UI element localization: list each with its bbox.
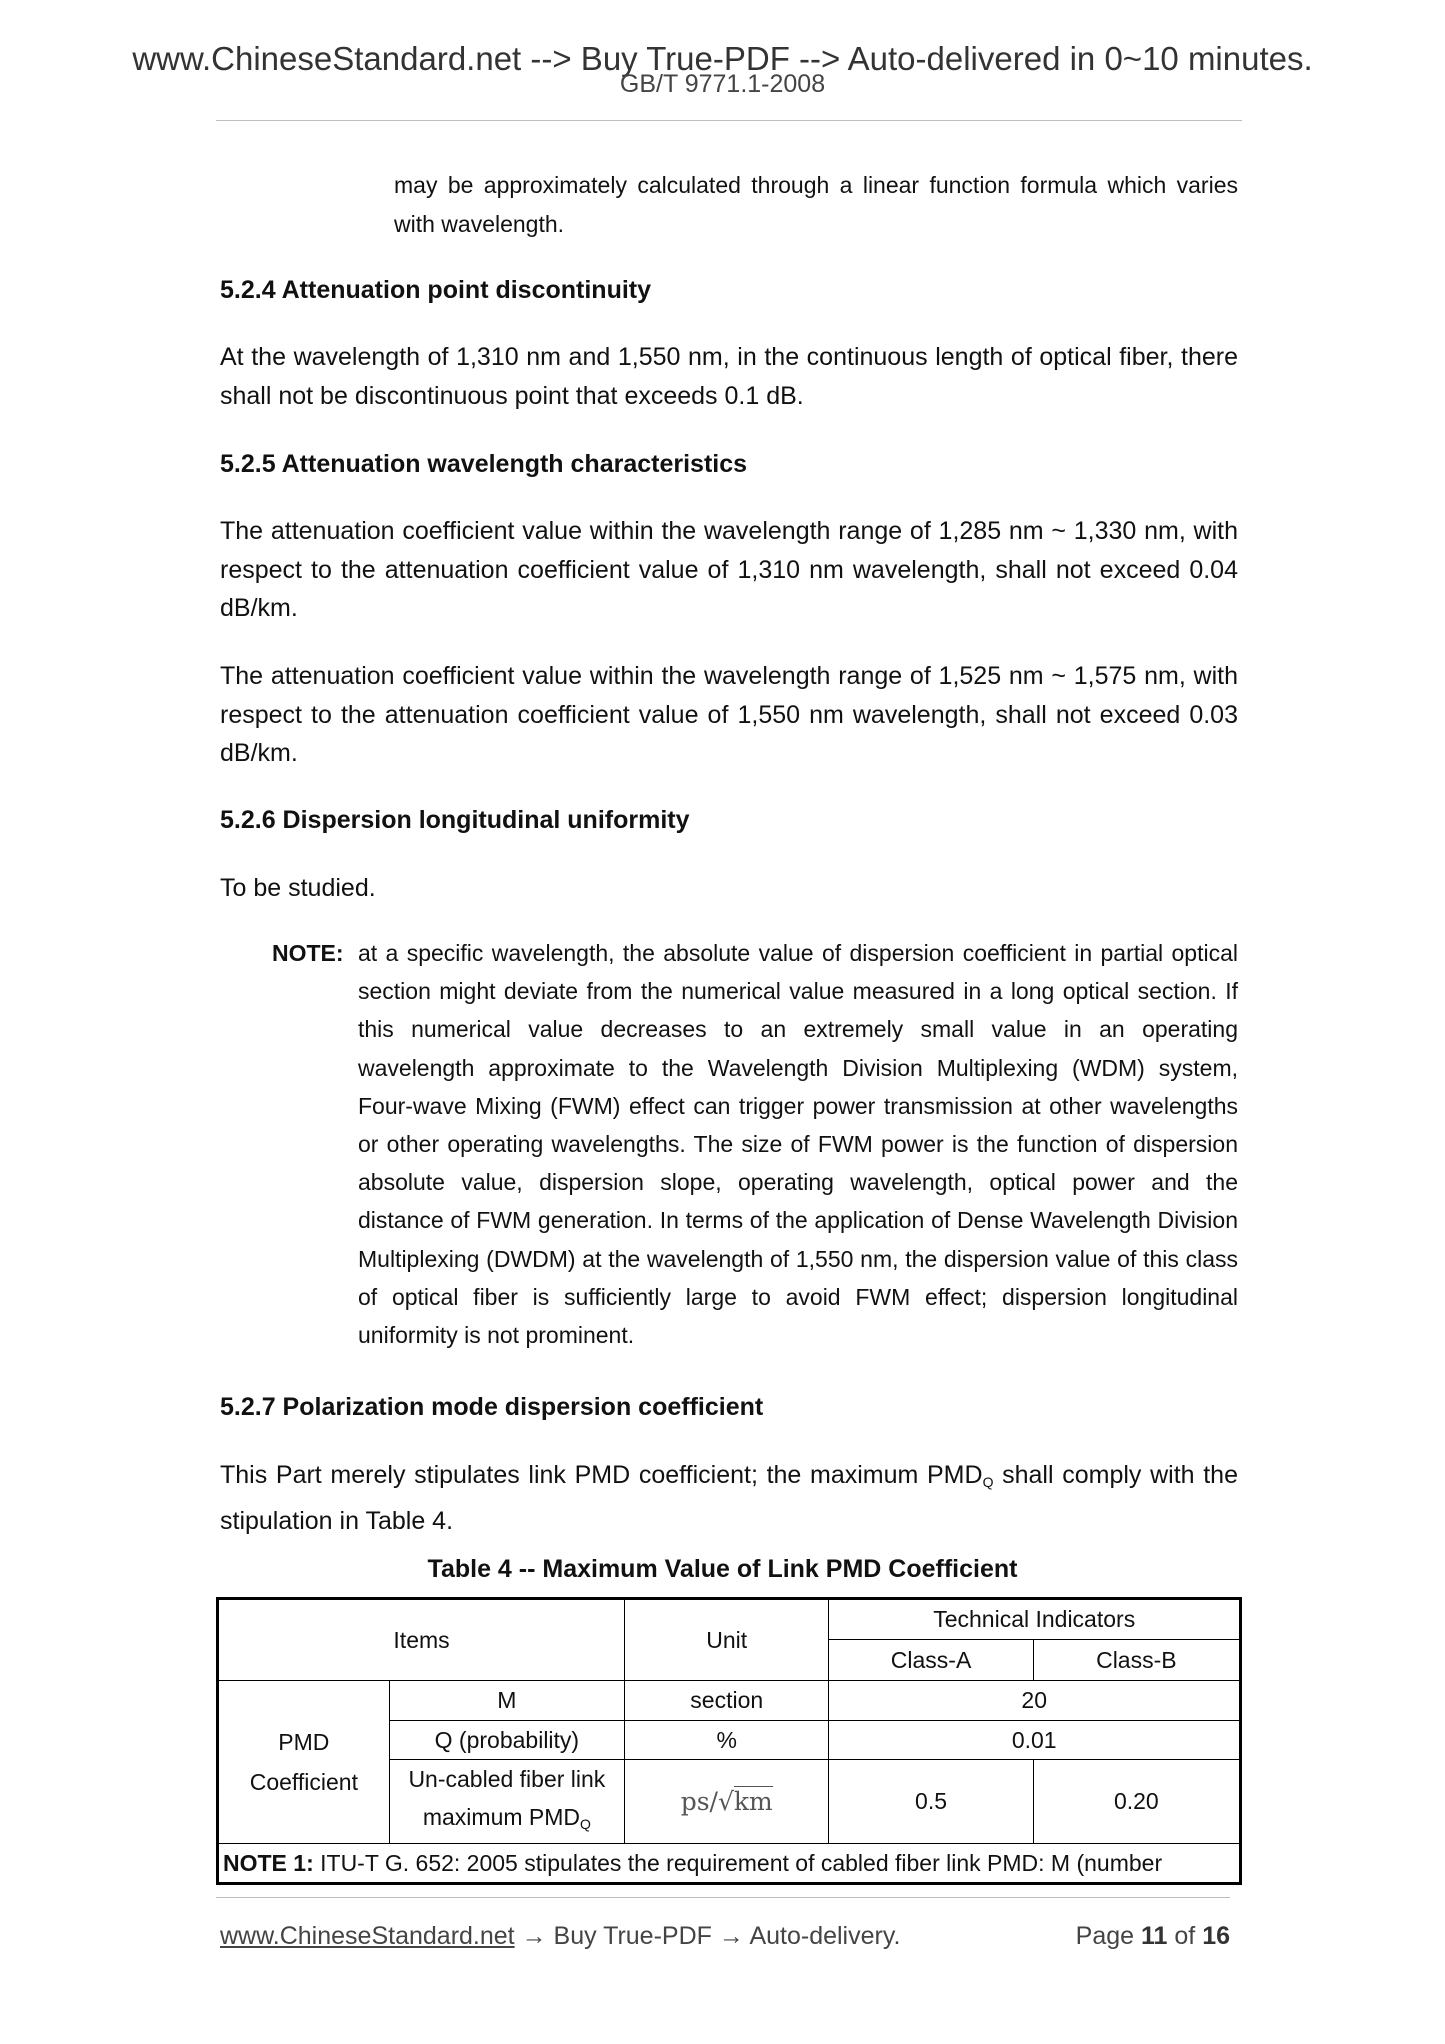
group-label-line-2: Coefficient	[249, 1769, 358, 1795]
header-class-a: Class-A	[829, 1640, 1033, 1681]
unit-formula	[681, 1786, 773, 1816]
arrow-right-icon: →	[718, 1922, 744, 1950]
pmd-coefficient-group	[218, 1681, 390, 1844]
table-caption: Table 4 -- Maximum Value of Link PMD Coefficient	[427, 1555, 1018, 1583]
cell-pmd-class-a: 0.5	[829, 1760, 1033, 1844]
page-number: 11	[1140, 1922, 1168, 1950]
heading-5-2-7: 5.2.7 Polarization mode dispersion coefficient	[220, 1393, 764, 1421]
paragraph-5-2-5-a: The attenuation coefficient value within the wavelength range of 1,285 nm ~ 1,330 nm, with respect to the attenuation coefficient value of 1,310 nm wavelength, shall not exceed 0.04 dB/km.	[220, 517, 1238, 622]
note-block	[272, 934, 1238, 1354]
heading-5-2-6: 5.2.6 Dispersion longitudinal uniformity	[220, 806, 690, 834]
cell-q-unit: %	[625, 1721, 829, 1760]
header-divider	[216, 120, 1242, 121]
cell-q-item: Q (probability)	[389, 1721, 624, 1760]
arrow-right-icon: →	[521, 1922, 547, 1950]
paragraph-5-2-7-part-a: This Part merely stipulates link PMD coefficient; the maximum PMD	[220, 1461, 983, 1489]
header-class-b: Class-B	[1033, 1640, 1240, 1681]
cell-pmd-unit	[625, 1760, 829, 1844]
cell-pmd-class-b: 0.20	[1033, 1760, 1240, 1844]
paragraph-5-2-7	[220, 1456, 1238, 1540]
pmd-subscript: Q	[982, 1474, 994, 1490]
footer-site-link[interactable]: www.ChineseStandard.net	[220, 1922, 515, 1950]
page-total: 16	[1202, 1922, 1230, 1950]
cell-m-item: M	[389, 1681, 624, 1721]
pmd-item-line-2	[390, 1798, 624, 1843]
table-row	[218, 1681, 1241, 1721]
header-unit: Unit	[625, 1599, 829, 1681]
footer-buy-text: Buy True-PDF	[553, 1922, 712, 1950]
sqrt-icon: √	[717, 1787, 734, 1816]
table-header-row-1	[218, 1599, 1241, 1640]
cell-m-unit: section	[625, 1681, 829, 1721]
of-label: of	[1174, 1922, 1196, 1950]
cell-q-value: 0.01	[829, 1721, 1241, 1760]
cell-m-value: 20	[829, 1681, 1241, 1721]
pmd-item-line-1: Un-cabled fiber link	[408, 1766, 606, 1792]
footer-divider	[216, 1897, 1230, 1898]
note1-text: ITU-T G. 652: 2005 stipulates the requirement of cabled fiber link PMD: M (number	[313, 1849, 1163, 1876]
unit-ps-text: ps/	[680, 1787, 718, 1816]
continuation-paragraph: may be approximately calculated through a linear function formula which varies with wavelength.	[394, 172, 1238, 237]
header-items: Items	[218, 1599, 625, 1681]
heading-5-2-5: 5.2.5 Attenuation wavelength characteristics	[220, 450, 748, 478]
pmd-item-subscript: Q	[580, 1816, 591, 1832]
pmd-table	[216, 1597, 1242, 1885]
standard-number: GB/T 9771.1-2008	[619, 70, 826, 98]
heading-5-2-4: 5.2.4 Attenuation point discontinuity	[220, 276, 652, 304]
paragraph-5-2-4: At the wavelength of 1,310 nm and 1,550 nm, in the continuous length of optical fiber, there shall not be discontinuous point that exceeds 0.1 dB.	[220, 343, 1238, 410]
table-note-row	[218, 1844, 1241, 1884]
header-technical-indicators: Technical Indicators	[829, 1599, 1241, 1640]
cell-pmd-item	[389, 1760, 624, 1844]
pmd-item-text: maximum PMD	[422, 1804, 581, 1830]
note-label: NOTE:	[272, 940, 344, 966]
note-text: at a specific wavelength, the absolute value of dispersion coefficient in partial optical section might deviate from the numerical value measured in a long optical section. If this numerical value decreases to an extremely small value in an operating wavelength approximate to the Wavelength Division Multiplexing (WDM) system, Four-wave Mixing (FWM) effect can trigger power transmission at other wavelengths or other operating wavelengths. The size of FWM power is the function of dispersion absolute value, dispersion slope, operating wavelength, optical power and the distance of FWM generation. In terms of the application of Dense Wavelength Division Multiplexing (DWDM) at the wavelength of 1,550 nm, the dispersion value of this class of optical fiber is sufficiently large to avoid FWM effect; dispersion longitudinal uniformity is not prominent.	[358, 940, 1238, 1349]
table-note-1	[218, 1844, 1241, 1884]
page-label: Page	[1075, 1922, 1135, 1950]
paragraph-5-2-6: To be studied.	[220, 874, 376, 902]
page-footer	[220, 1922, 1230, 1951]
paragraph-5-2-7-part-b: shall comply with the stipulation in Table 4.	[220, 1461, 1238, 1535]
unit-km-text: km	[733, 1787, 773, 1816]
group-label-line-1: PMD	[278, 1729, 330, 1755]
paragraph-5-2-5-b: The attenuation coefficient value within the wavelength range of 1,525 nm ~ 1,575 nm, with respect to the attenuation coefficient value of 1,550 nm wavelength, shall not exceed 0.03 dB/km.	[220, 662, 1238, 767]
note1-label: NOTE 1:	[223, 1849, 314, 1876]
footer-auto-text: Auto-delivery.	[749, 1922, 901, 1950]
page-indicator	[1076, 1922, 1230, 1951]
site-banner[interactable]: www.ChineseStandard.net --> Buy True-PDF --> Auto-delivered in 0~10 minutes.	[132, 40, 1313, 77]
